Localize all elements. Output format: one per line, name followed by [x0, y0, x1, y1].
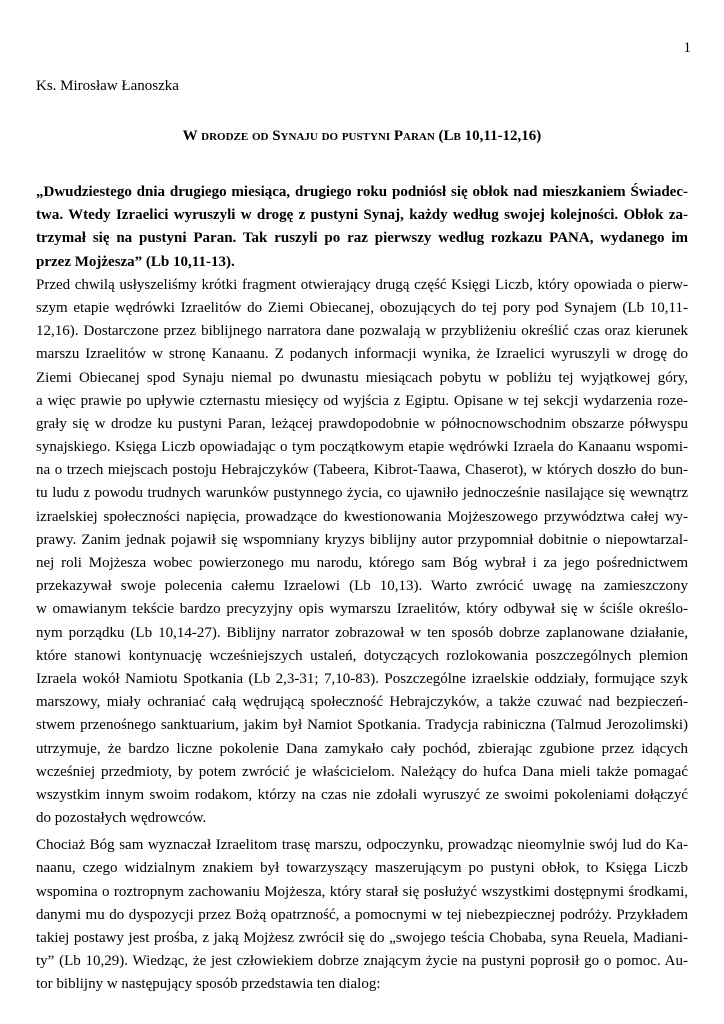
paragraph-line: marszu Izraelitów w stronę Kanaanu. Z podanych informacji wynika, że Izraelici wyruszyli w drogę do: [36, 346, 688, 363]
paragraph-line: utrzymuje, że bardzo liczne pokolenie Dana zamykało cały pochód, zbierając zgubione przez idących: [36, 740, 688, 757]
paragraph-line: w omawianym tekście bardzo precyzyjny opis wymarszu Izraelitów, który odbywał się w ściśle określo-: [36, 601, 688, 618]
paragraph-line: tu ludu z powodu trudnych warunków pustynnego życia, co ujawniło jednocześnie nasilające się wewnątrz: [36, 485, 688, 502]
paragraph-line: Chociaż Bóg sam wyznaczał Izraelitom trasę marszu, odpoczynku, prowadząc nieomylnie swój lud do Ka-: [36, 837, 688, 854]
paragraph-line: prawy. Zanim jednak pojawił się wspomniany kryzys biblijny autor przypomniał dobitnie o niepowtarzal-: [36, 531, 688, 548]
paragraph-line: naanu, czego widzialnym znakiem był towarzyszący maszerującym po pustyni obłok, to Księga Liczb: [36, 860, 688, 877]
paragraph-line: stwem przenośnego sanktuarium, jakim był Namiot Spotkania. Tradycja rabiniczna (Talmud Jerozolimski): [36, 717, 688, 734]
paragraph-line: wspomina o roztropnym zachowaniu Mojżesza, który starał się posłużyć wszystkimi dostępnymi środkami,: [36, 883, 688, 900]
quote-line: przez Mojżesza” (Lb 10,11-13).: [36, 253, 235, 270]
paragraph-line: przekazywał swoje polecenia całemu Izraelowi (Lb 10,13). Warto zwrócić uwagę na zamieszczony: [36, 578, 688, 595]
paragraph-line: danymi mu do dyspozycji przez Bożą opatrzność, a pomocnymi w tej niebezpiecznej podróży. Przykładem: [36, 906, 688, 923]
paragraph-line: szym etapie wędrówki Izraelitów do Ziemi Obiecanej, obozujących do tej pory pod Synajem (Lb 10,11-: [36, 299, 688, 316]
paragraph-line: które stanowi kontynuację wcześniejszych ustaleń, dotyczących rozlokowania poszczególnych plemion: [36, 647, 688, 664]
paragraph-line: izraelskiej społeczności napięcia, prowadzące do kwestionowania Mojżeszowego przywództwa całej wy-: [36, 508, 688, 525]
paragraph-line: Ziemi Obiecanej spod Synaju niemal po dwunastu miesiącach pobytu w pobliżu tej wyjątkowej góry,: [36, 369, 688, 386]
paragraph-line: ty” (Lb 10,29). Wiedząc, że jest człowiekiem dobrze znającym życie na pustyni poprosił go o pomoc. Au-: [36, 953, 688, 970]
author-name: Ks. Mirosław Łanoszka: [36, 78, 179, 94]
quote-line: „Dwudziestego dnia drugiego miesiąca, drugiego roku podniósł się obłok nad mieszkaniem Świadec-: [36, 184, 688, 200]
paragraph-2: [36, 834, 688, 996]
paragraph-line: a więc prawie po upływie czternastu miesięcy od wyjścia z Egiptu. Opisane w tej sekcji wydarzenia roze-: [36, 392, 688, 409]
paragraph-line: nej roli Mojżesza wobec powierzonego mu narodu, którego sam Bóg wybrał i za jego pośrednictwem: [36, 555, 688, 571]
page-number: 1: [683, 40, 691, 56]
paragraph-line: tor biblijny w następujący sposób przedstawia ten dialog:: [36, 976, 381, 993]
quote-line: trzymał się na pustyni Paran. Tak ruszyli po raz pierwszy według rozkazu PANA, wydanego im: [36, 230, 688, 247]
body-text: [36, 181, 688, 997]
quote-line: twa. Wtedy Izraelici wyruszyli w drogę z pustyni Synaj, każdy według swojej kolejności. Obłok za-: [36, 207, 688, 224]
paragraph-1: [36, 274, 688, 831]
paragraph-line: synajskiego. Księga Liczb opowiadając o tym początkowym etapie wędrówki Izraela do Kanaanu wspomi-: [36, 439, 688, 456]
paragraph-line: grały się w drodze ku pustyni Paran, leżącej prawdopodobnie w północnowschodnim obszarze półwyspu: [36, 415, 688, 432]
bible-quote: [36, 181, 688, 274]
paragraph-line: na o trzech miejscach postoju Hebrajczyków (Tabeera, Kibrot-Taawa, Chaserot), w których doszło do bun-: [36, 462, 688, 479]
paragraph-line: wszystkim innym swoim rodakom, którzy na czas nie zdołali wyruszyć ze swoimi pokoleniami dołączyć: [36, 786, 688, 803]
paragraph-line: takiej postawy jest prośba, z jaką Mojżesz zwrócił się do „swojego teścia Chobaba, syna Reuela, Madiani-: [36, 930, 688, 946]
article-title: W drodze od Synaju do pustyni Paran (Lb 10,11-12,16): [182, 128, 542, 144]
paragraph-line: wcześniej przedmioty, by potem zwrócić je właścicielom. Należący do hufca Dana mieli także pomagać: [36, 763, 688, 780]
paragraph-line: do pozostałych wędrowców.: [36, 810, 207, 827]
paragraph-line: 12,16). Dostarczone przez biblijnego narratora dane pozwalają w przybliżeniu określić czas oraz kierunek: [36, 323, 688, 340]
paragraph-line: nym porządku (Lb 10,14-27). Biblijny narrator zobrazował w ten sposób dobrze zaplanowane działanie,: [36, 624, 688, 641]
paragraph-line: marszowy, miały ochraniać całą wędrującą społeczność Hebrajczyków, a także czuwać nad bezpieczeń-: [36, 694, 688, 711]
paragraph-line: Przed chwilą usłyszeliśmy krótki fragment otwierający drugą część Księgi Liczb, który opowiada o pierw-: [36, 276, 688, 293]
paragraph-line: Izraela wokół Namiotu Spotkania (Lb 2,3-31; 7,10-83). Poszczególne izraelskie oddziały, formujące szyk: [36, 670, 688, 687]
